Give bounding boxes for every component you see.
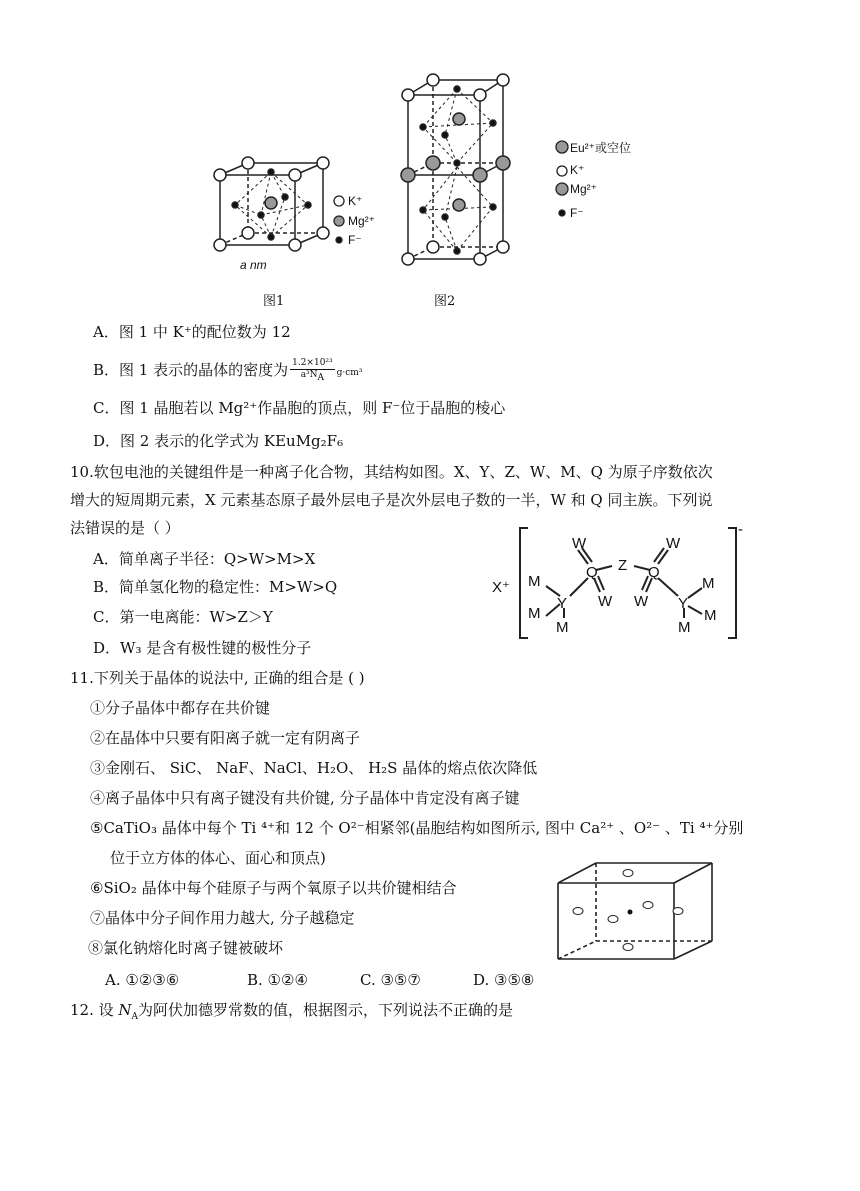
legend-2-f: F⁻ xyxy=(570,206,584,220)
q10-stem-line-1: 10.软包电池的关键组件是一种离子化合物，其结构如图。X、Y、Z、W、M、Q 为原子序数依次 xyxy=(70,463,713,481)
q10-option-c: C．第一电离能：W>Z＞Y xyxy=(93,608,273,626)
catio3-unit-cell xyxy=(550,855,730,965)
density-denominator-main: a³N xyxy=(300,370,318,380)
q11-item-6: ⑥SiO₂ 晶体中每个硅原子与两个氧原子以共价键相结合 xyxy=(90,879,457,897)
figure-1-axis-label: a nm xyxy=(240,258,267,272)
q11-item-4: ④离子晶体中只有离子键没有共价键, 分子晶体中肯定没有离子键 xyxy=(90,789,520,807)
figure-1-caption: 图1 xyxy=(263,294,285,309)
q9-option-a: A．图 1 中 K⁺的配位数为 12 xyxy=(93,323,291,341)
figure-2-caption: 图2 xyxy=(434,294,456,309)
q11-option-b: B. ①②④ xyxy=(247,971,308,989)
q12-stem xyxy=(70,1000,513,1027)
structure-y-2: Y xyxy=(678,595,689,612)
density-denominator xyxy=(290,370,335,384)
legend-2-eu: Eu²⁺或空位 xyxy=(570,141,632,155)
structure-m-1: M xyxy=(528,573,541,590)
q9-option-c: C．图 1 晶胞若以 Mg²⁺作晶胞的顶点，则 F⁻位于晶胞的棱心 xyxy=(93,399,506,417)
q10-option-d: D．W₃ 是含有极性键的极性分子 xyxy=(93,639,312,657)
q10-stem-line-3: 法错误的是（ ） xyxy=(70,519,180,537)
q11-option-c: C. ③⑤⑦ xyxy=(360,971,421,989)
structure-w-2: W xyxy=(598,593,613,610)
q11-item-8: ⑧氯化钠熔化时离子键被破坏 xyxy=(88,939,284,957)
legend-1-f: F⁻ xyxy=(348,233,362,247)
structure-charge: - xyxy=(738,521,743,538)
q12-stem-prefix: 12. 设 xyxy=(70,1001,114,1019)
legend-1-k: K⁺ xyxy=(348,194,363,208)
q9-option-b xyxy=(93,358,362,384)
q12-stem-suffix: 为阿伏加德罗常数的值，根据图示，下列说法不正确的是 xyxy=(138,1001,514,1019)
legend-1 xyxy=(334,196,344,243)
q11-item-5: ⑤CaTiO₃ 晶体中每个 Ti ⁴⁺和 12 个 O²⁻相紧邻(晶胞结构如图所示, 图中 Ca²⁺ 、O²⁻ 、Ti ⁴⁺分别 xyxy=(90,819,744,837)
q11-item-1: ①分子晶体中都存在共价键 xyxy=(90,699,271,717)
structure-m-5: M xyxy=(704,607,717,624)
structure-w-4: W xyxy=(634,593,649,610)
structure-m-6: M xyxy=(678,619,691,636)
legend-2-k: K⁺ xyxy=(570,163,585,177)
q10-option-b: B．简单氢化物的稳定性：M>W>Q xyxy=(93,578,338,596)
structure-y-1: Y xyxy=(557,595,568,612)
legend-2-mg: Mg²⁺ xyxy=(570,182,597,196)
q11-item-2: ②在晶体中只要有阳离子就一定有阴离子 xyxy=(90,729,361,747)
q11-item-5-cont: 位于立方体的体心、面心和顶点) xyxy=(110,849,326,867)
density-denominator-sub: A xyxy=(317,372,325,383)
figure-1-atoms xyxy=(214,157,329,251)
structure-z: Z xyxy=(618,557,628,574)
structure-m-3: M xyxy=(556,619,569,636)
q11-option-a: A. ①②③⑥ xyxy=(105,971,180,989)
structure-q-1: Q xyxy=(586,564,598,581)
structure-w-1: W xyxy=(572,535,587,552)
structure-q-2: Q xyxy=(648,564,660,581)
structure-m-2: M xyxy=(528,605,541,622)
structure-m-4: M xyxy=(702,575,715,592)
structure-w-3: W xyxy=(666,535,681,552)
q12-var-sub: A xyxy=(131,1012,139,1022)
q11-item-7: ⑦晶体中分子间作用力越大, 分子越稳定 xyxy=(90,909,355,927)
q10-stem-line-2: 增大的短周期元素，X 元素基态原子最外层电子是次外层电子数的一半，W 和 Q 同主族。下列说 xyxy=(70,491,713,509)
density-numerator: 1.2×10²³ xyxy=(292,358,333,368)
legend-2 xyxy=(556,141,568,216)
q11-item-3: ③金刚石、 SiC、 NaF、NaCl、H₂O、 H₂S 晶体的熔点依次降低 xyxy=(90,759,538,777)
q9-option-b-text: B．图 1 表示的晶体的密度为 xyxy=(93,360,289,379)
structure-x-label: X⁺ xyxy=(492,579,510,596)
density-fraction xyxy=(290,358,335,384)
q10-option-a: A．简单离子半径：Q>W>M>X xyxy=(93,550,316,568)
q11-option-d: D. ③⑤⑧ xyxy=(473,971,535,989)
q11-stem: 11.下列关于晶体的说法中, 正确的组合是 ( ) xyxy=(70,669,365,687)
ionic-compound-structure xyxy=(488,520,768,650)
q12-var: N xyxy=(118,1001,132,1019)
figure-2-cell xyxy=(408,80,503,259)
q9-option-d: D．图 2 表示的化学式为 KEuMg₂F₆ xyxy=(93,432,344,450)
legend-1-mg: Mg²⁺ xyxy=(348,214,375,228)
density-unit: g·cm³ xyxy=(336,367,363,378)
